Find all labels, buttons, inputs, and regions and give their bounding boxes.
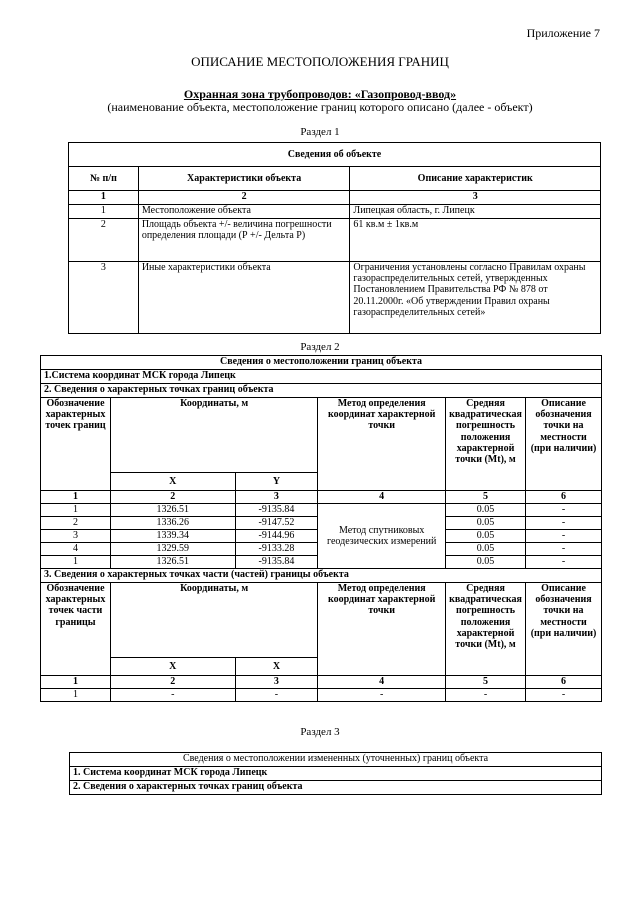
point-number: 4 <box>41 543 111 556</box>
table-row <box>69 205 601 219</box>
point-error: 0.05 <box>446 556 526 569</box>
coord-system-row: 1.Система координат МСК города Липецк <box>41 370 602 384</box>
point-y: -9135.84 <box>235 556 318 569</box>
col-header-point-description: Описание обозначения точки на местности (при наличии) <box>526 398 602 491</box>
part-point-number: 1 <box>41 689 111 702</box>
row-number: 1 <box>69 205 139 219</box>
row-characteristic: Иные характеристики объекта <box>138 262 350 334</box>
col-header-error: Средняя квадратическая погрешность положения характерной точки (Mt), м <box>446 398 526 491</box>
part-col-header-point-description: Описание обозначения точки на местности (при наличии) <box>526 583 602 676</box>
section2-label: Раздел 2 <box>300 341 340 353</box>
col-number-cell: 6 <box>526 676 602 689</box>
point-number: 3 <box>41 530 111 543</box>
point-x: 1336.26 <box>110 517 235 530</box>
col-number-cell: 2 <box>138 191 350 205</box>
point-y: -9147.52 <box>235 517 318 530</box>
table-row <box>69 262 601 334</box>
col-header-characteristic: Характеристики объекта <box>138 167 350 191</box>
section1-heading: Сведения об объекте <box>69 143 601 167</box>
point-error: 0.05 <box>446 530 526 543</box>
part-point-method: - <box>318 689 446 702</box>
col-number-cell: 2 <box>110 491 235 504</box>
row-description: Липецкая область, г. Липецк <box>350 205 601 219</box>
point-number: 2 <box>41 517 111 530</box>
col-number-cell: 3 <box>235 491 318 504</box>
part-point-y: - <box>235 689 318 702</box>
row-description: Ограничения установлены согласно Правилам охраны газораспределительных сетей, утвержденных Постановлением Правительства РФ № 878 от 20.11.2000г. «Об утверждении Правил охраны газораспределительных сетей» <box>350 262 601 334</box>
point-x: 1339.34 <box>110 530 235 543</box>
row-number: 3 <box>69 262 139 334</box>
col-number-cell: 5 <box>446 491 526 504</box>
col-number-cell: 5 <box>446 676 526 689</box>
point-error: 0.05 <box>446 543 526 556</box>
row-number: 2 <box>69 219 139 262</box>
part-col-header-designation: Обозначение характерных точек части границы <box>41 583 111 676</box>
col-number-cell: 4 <box>318 676 446 689</box>
points-heading-row: 2. Сведения о характерных точках границ объекта <box>41 384 602 398</box>
point-description: - <box>526 530 602 543</box>
col-number-cell: 2 <box>110 676 235 689</box>
row-characteristic: Местоположение объекта <box>138 205 350 219</box>
row-characteristic: Площадь объекта +/- величина погрешности определения площади (Р +/- Дельта Р) <box>138 219 350 262</box>
part-col-header-y: X <box>235 658 318 676</box>
section2-table <box>40 355 602 702</box>
col-header-description: Описание характеристик <box>350 167 601 191</box>
section2-heading: Сведения о местоположении границ объекта <box>41 356 602 370</box>
part-point-x: - <box>110 689 235 702</box>
section3-coord-system-row: 1. Система координат МСК города Липецк <box>70 767 602 781</box>
section3-points-heading-row: 2. Сведения о характерных точках границ объекта <box>70 781 602 795</box>
appendix-label: Приложение 7 <box>526 26 600 40</box>
section1-label: Раздел 1 <box>300 126 340 138</box>
object-subtitle: (наименование объекта, местоположение границ которого описано (далее - объект) <box>107 100 533 114</box>
part-point-error: - <box>446 689 526 702</box>
section1-table <box>68 142 601 334</box>
col-header-x: X <box>110 473 235 491</box>
col-header-y: Y <box>235 473 318 491</box>
point-description: - <box>526 517 602 530</box>
section3-label: Раздел 3 <box>300 726 340 738</box>
col-header-designation: Обозначение характерных точек границ <box>41 398 111 491</box>
table-row <box>41 689 602 702</box>
col-number-cell: 4 <box>318 491 446 504</box>
point-error: 0.05 <box>446 517 526 530</box>
part-col-header-x: X <box>110 658 235 676</box>
point-description: - <box>526 556 602 569</box>
table-row <box>69 219 601 262</box>
point-description: - <box>526 504 602 517</box>
section3-heading: Сведения о местоположении измененных (уточненных) границ объекта <box>70 753 602 767</box>
col-header-number: № п/п <box>69 167 139 191</box>
part-col-header-method: Метод определения координат характерной точки <box>318 583 446 676</box>
point-y: -9133.28 <box>235 543 318 556</box>
part-heading-row: 3. Сведения о характерных точках части (частей) границы объекта <box>41 569 602 583</box>
col-number-cell: 1 <box>41 676 111 689</box>
document-title: ОПИСАНИЕ МЕСТОПОЛОЖЕНИЯ ГРАНИЦ <box>191 54 449 69</box>
col-number-cell: 3 <box>235 676 318 689</box>
col-header-coords: Координаты, м <box>110 398 317 473</box>
part-col-header-coords: Координаты, м <box>110 583 317 658</box>
section3-table <box>69 752 602 795</box>
point-error: 0.05 <box>446 504 526 517</box>
point-y: -9144.96 <box>235 530 318 543</box>
point-description: - <box>526 543 602 556</box>
part-col-header-error: Средняя квадратическая погрешность положения характерной точки (Mt), м <box>446 583 526 676</box>
method-cell: Метод спутниковых геодезических измерений <box>318 504 446 569</box>
col-header-method: Метод определения координат характерной точки <box>318 398 446 491</box>
point-x: 1329.59 <box>110 543 235 556</box>
point-x: 1326.51 <box>110 504 235 517</box>
point-number: 1 <box>41 504 111 517</box>
point-number: 1 <box>41 556 111 569</box>
point-x: 1326.51 <box>110 556 235 569</box>
row-description: 61 кв.м ± 1кв.м <box>350 219 601 262</box>
col-number-cell: 6 <box>526 491 602 504</box>
col-number-cell: 1 <box>41 491 111 504</box>
object-title: Охранная зона трубопроводов: «Газопровод-ввод» <box>183 87 457 101</box>
part-point-description: - <box>526 689 602 702</box>
col-number-cell: 3 <box>350 191 601 205</box>
point-y: -9135.84 <box>235 504 318 517</box>
col-number-cell: 1 <box>69 191 139 205</box>
table-row <box>41 504 602 517</box>
